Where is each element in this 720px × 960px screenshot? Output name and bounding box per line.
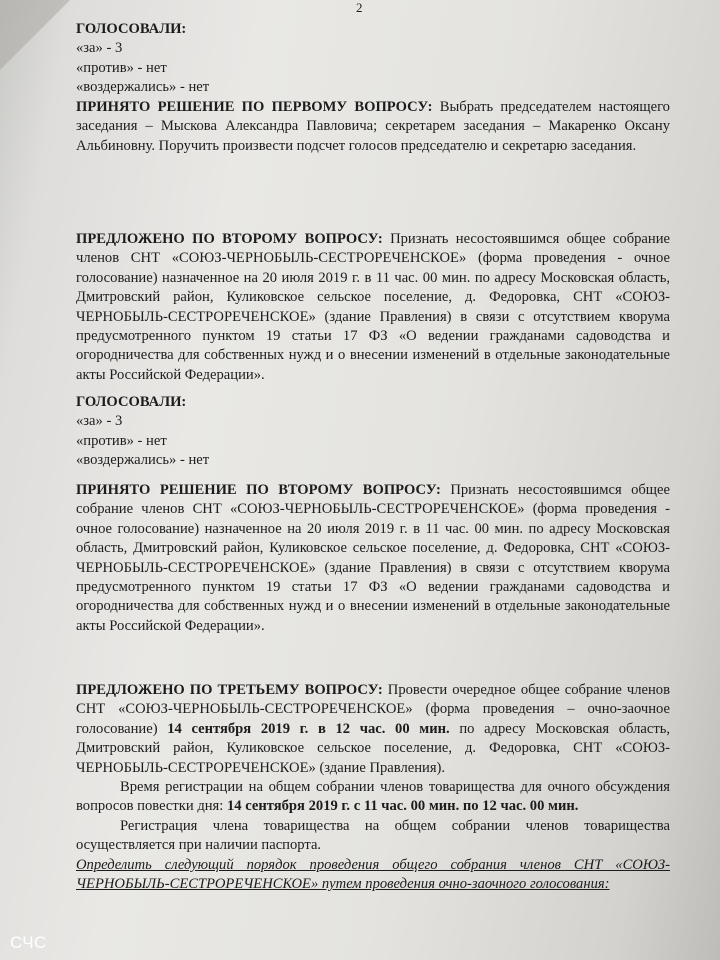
proposal-paragraph xyxy=(76,681,670,778)
proposal-text-a: Провести очередное общее собрание членов СНТ «СОЮЗ-ЧЕРНОБЫЛЬ-СЕСТРОРЕЧЕНСКОЕ» (форма проведения – очно-заочное голосование) xyxy=(76,682,670,737)
passport-paragraph: Регистрация члена товарищества на общем собрании членов товарищества осуществляется при наличии паспорта. xyxy=(76,817,670,854)
decision-heading: ПРИНЯТО РЕШЕНИЕ ПО ВТОРОМУ ВОПРОСУ: xyxy=(76,482,441,498)
proposal-heading: ПРЕДЛОЖЕНО ПО ВТОРОМУ ВОПРОСУ: xyxy=(76,231,383,247)
proposal-text: Признать несостоявшимся общее собрание членов СНТ «СОЮЗ-ЧЕРНОБЫЛЬ-СЕСТРОРЕЧЕНСКОЕ» (форма проведения - очное голосование) назначенное на 20 июля 2019 г. в 11 час. 00 мин. по адресу Московская область, Дмитровский район, Куликовское сельское поселение, д. Федоровка, СНТ «СОЮЗ-ЧЕРНОБЫЛЬ-СЕСТРОРЕЧЕНСКОЕ» (здание Правления) в связи с отсутствием кворума предусмотренного пунктом 19 статьи 17 ФЗ «О ведении гражданами садоводства и огородничества для собственных нужд и о внесении изменений в отдельные законодательные акты Российской Федерации». xyxy=(76,231,670,383)
vote-for: «за» - 3 xyxy=(76,413,123,430)
meeting-date: 14 сентября 2019 г. в 12 час. 00 мин. xyxy=(167,720,450,737)
decision-text: Выбрать председателем настоящего заседания – Мыскова Александра Павловича; секретарем заседания – Макаренко Оксану Альбиновну. Поручить произвести подсчет голосов председателю и секретарю заседания. xyxy=(76,99,670,154)
vote-abstained: «воздержались» - нет xyxy=(76,452,210,469)
vote-against: «против» - нет xyxy=(76,59,167,76)
registration-text: Время регистрации на общем собрании членов товарищества для очного обсуждения вопросов повестки дня: xyxy=(76,779,670,815)
vote-heading: ГОЛОСОВАЛИ: xyxy=(76,21,187,37)
decision-heading: ПРИНЯТО РЕШЕНИЕ ПО ПЕРВОМУ ВОПРОСУ: xyxy=(76,99,433,115)
registration-time: 14 сентября 2019 г. с 11 час. 00 мин. по 12 час. 00 мин. xyxy=(226,798,579,815)
decision-paragraph xyxy=(76,481,670,636)
vote-block-2 xyxy=(76,393,670,471)
decision-text: Признать несостоявшимся общее собрание членов СНТ «СОЮЗ-ЧЕРНОБЫЛЬ-СЕСТРОРЕЧЕНСКОЕ» (форма проведения - очное голосование) назначенное на 20 июля 2019 г. в 11 час. 00 мин. по адресу Московская область, Дмитровский район, Куликовское сельское поселение, д. Федоровка, СНТ «СОЮЗ-ЧЕРНОБЫЛЬ-СЕСТРОРЕЧЕНСКОЕ» (здание Правления) в связи с отсутствием кворума предусмотренного пунктом 19 статьи 17 ФЗ «О ведении гражданами садоводства и огородничества для собственных нужд и о внесении изменений в отдельные законодательные акты Российской Федерации». xyxy=(76,482,670,634)
page-number: 2 xyxy=(356,0,363,15)
vote-for: «за» - 3 xyxy=(76,40,123,57)
vote-heading: ГОЛОСОВАЛИ: xyxy=(76,394,187,410)
signature-mark: СЧС xyxy=(10,933,47,952)
proposal-paragraph xyxy=(76,230,670,385)
registration-paragraph xyxy=(76,778,670,817)
proposal-block-3 xyxy=(76,681,670,856)
decision-block-1 xyxy=(76,98,670,156)
proposal-text-b: по адресу Московская область, Дмитровский район, Куликовское сельское поселение, д. Федоровка, СНТ «СОЮЗ-ЧЕРНОБЫЛЬ-СЕСТРОРЕЧЕНСКОЕ» (здание Правления). xyxy=(76,720,671,776)
decision-paragraph xyxy=(76,98,670,156)
procedure-block xyxy=(76,856,670,895)
folded-corner xyxy=(0,0,70,70)
vote-against: «против» - нет xyxy=(76,432,167,449)
vote-abstained: «воздержались» - нет xyxy=(76,79,210,96)
vote-block-1 xyxy=(76,20,670,98)
decision-block-2 xyxy=(76,481,670,636)
proposal-block-2 xyxy=(76,230,670,385)
procedure-text: Определить следующий порядок проведения общего собрания членов СНТ «СОЮЗ-ЧЕРНОБЫЛЬ-СЕСТРОРЕЧЕНСКОЕ» путем проведения очно-заочного голосования: xyxy=(76,857,670,893)
proposal-heading: ПРЕДЛОЖЕНО ПО ТРЕТЬЕМУ ВОПРОСУ: xyxy=(76,682,383,698)
